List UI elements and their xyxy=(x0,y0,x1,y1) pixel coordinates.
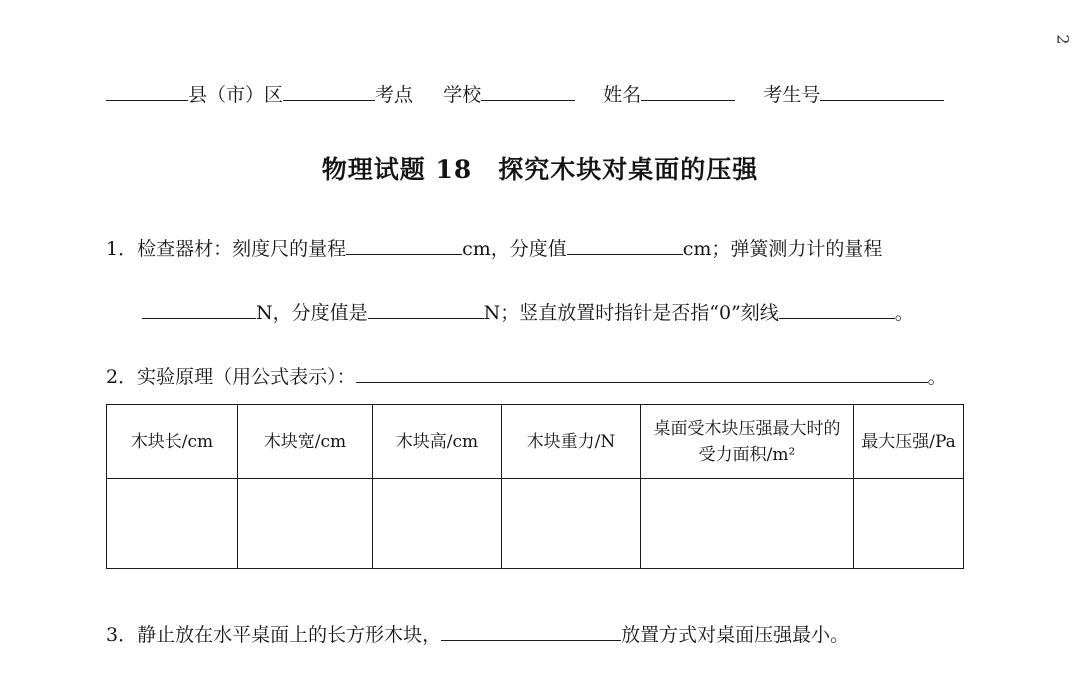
name-label: 姓名 xyxy=(603,84,642,106)
county-blank[interactable] xyxy=(106,82,188,101)
spring-range-blank[interactable] xyxy=(142,300,256,319)
cell-width[interactable] xyxy=(238,479,373,569)
data-table xyxy=(106,404,964,569)
q2-end: 。 xyxy=(927,366,947,388)
placement-blank[interactable] xyxy=(441,622,621,641)
q1-end: 。 xyxy=(894,302,914,324)
ruler-range-blank[interactable] xyxy=(346,236,462,255)
exam-site-label: 考点 xyxy=(375,84,414,106)
q1-text-cm-2: cm；弹簧测力计的量程 xyxy=(682,238,883,260)
table-header-row xyxy=(107,405,964,479)
student-info-header xyxy=(106,80,944,107)
question-1-line-1 xyxy=(106,234,882,261)
header-area: 桌面受木块压强最大时的受力面积/m² xyxy=(641,405,854,479)
exam-number-blank[interactable] xyxy=(820,82,944,101)
ruler-division-blank[interactable] xyxy=(567,236,683,255)
question-3 xyxy=(106,620,849,647)
header-length: 木块长/cm xyxy=(107,405,238,479)
name-blank[interactable] xyxy=(641,82,735,101)
header-max-pressure: 最大压强/Pa xyxy=(854,405,964,479)
question-1-line-2 xyxy=(142,298,914,325)
header-weight: 木块重力/N xyxy=(502,405,641,479)
q2-text: 2．实验原理（用公式表示）： xyxy=(106,366,356,388)
q1-text-n-2: N；竖直放置时指针是否指“0”刻线 xyxy=(483,302,779,324)
county-label: 县（市）区 xyxy=(188,84,284,106)
cell-length[interactable] xyxy=(107,479,238,569)
question-2 xyxy=(106,362,947,389)
table-row xyxy=(107,479,964,569)
page-title: 物理试题 18 探究木块对桌面的压强 xyxy=(321,155,759,184)
header-width: 木块宽/cm xyxy=(238,405,373,479)
spring-division-blank[interactable] xyxy=(368,300,484,319)
principle-blank[interactable] xyxy=(356,364,928,383)
header-height: 木块高/cm xyxy=(373,405,502,479)
cell-height[interactable] xyxy=(373,479,502,569)
exam-site-blank[interactable] xyxy=(283,82,375,101)
cell-max-pressure[interactable] xyxy=(854,479,964,569)
page-number: 2 xyxy=(1053,34,1073,45)
exam-number-label: 考生号 xyxy=(763,84,821,106)
cell-area[interactable] xyxy=(641,479,854,569)
school-label: 学校 xyxy=(443,84,482,106)
school-blank[interactable] xyxy=(481,82,575,101)
q1-text-range: 1．检查器材：刻度尺的量程 xyxy=(106,238,347,260)
q3-text: 3．静止放在水平桌面上的长方形木块， xyxy=(106,624,442,646)
zero-check-blank[interactable] xyxy=(779,300,895,319)
q3-end: 放置方式对桌面压强最小。 xyxy=(621,624,850,646)
q1-text-n-1: N，分度值是 xyxy=(256,302,368,324)
cell-weight[interactable] xyxy=(502,479,641,569)
q1-text-cm-1: cm，分度值 xyxy=(462,238,567,260)
